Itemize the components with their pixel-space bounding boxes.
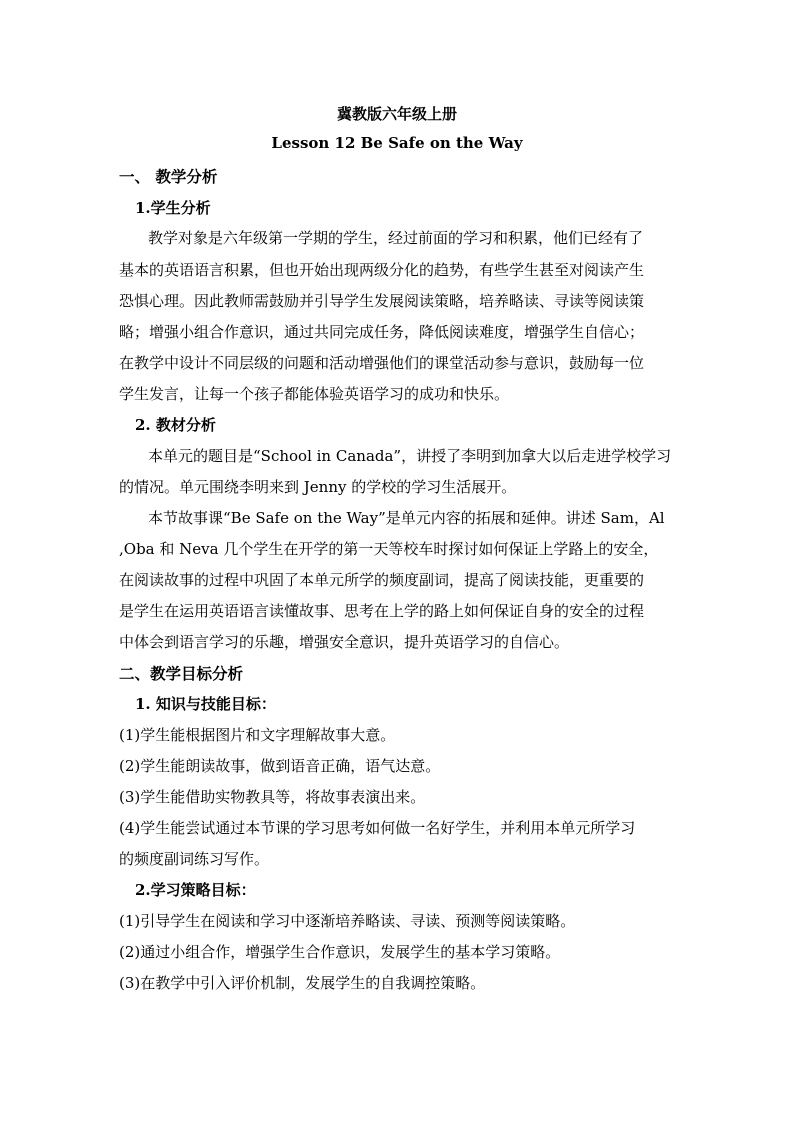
lesson-subtitle: Lesson 12 Be Safe on the Way <box>271 134 523 152</box>
list-item: (2)通过小组合作，增强学生合作意识，发展学生的基本学习策略。 <box>119 943 561 961</box>
paragraph-line: 教学对象是六年级第一学期的学生，经过前面的学习和积累，他们已经有了 <box>148 229 644 247</box>
paragraph-line: 恐惧心理。因此教师需鼓励并引导学生发展阅读策略，培养略读、寻读等阅读策 <box>119 292 645 310</box>
list-item: (1)学生能根据图片和文字理解故事大意。 <box>119 726 396 744</box>
paragraph-line: ,Oba 和 Neva 几个学生在开学的第一天等校车时探讨如何保证上学路上的安全， <box>119 540 659 558</box>
section-heading-objectives: 二、教学目标分析 <box>119 664 244 683</box>
paragraph-line: 是学生在运用英语语言读懂故事、思考在上学的路上如何保证自身的安全的过程 <box>119 602 645 620</box>
list-item: 的频度副词练习写作。 <box>119 850 270 868</box>
list-item: (3)在教学中引入评价机制，发展学生的自我调控策略。 <box>119 974 486 992</box>
subsection-heading-learning-strategy: 2.学习策略目标： <box>135 881 256 899</box>
paragraph-line: 的情况。单元围绕李明来到 Jenny 的学校的学习生活展开。 <box>119 478 517 496</box>
subsection-heading-student-analysis: 1.学生分析 <box>135 199 211 217</box>
subsection-heading-textbook-analysis: 2. 教材分析 <box>135 416 216 434</box>
paragraph-line: 本单元的题目是“School in Canada”，讲授了李明到加拿大以后走进学校学习 <box>148 447 672 465</box>
paragraph-line: 在教学中设计不同层级的问题和活动增强他们的课堂活动参与意识，鼓励每一位 <box>119 354 645 372</box>
list-item: (4)学生能尝试通过本节课的学习思考如何做一名好学生，并利用本单元所学习 <box>119 819 636 837</box>
document-title: 冀教版六年级上册 <box>336 105 457 123</box>
paragraph-line: 基本的英语语言积累，但也开始出现两级分化的趋势，有些学生甚至对阅读产生 <box>119 261 645 279</box>
subsection-heading-knowledge-skills: 1. 知识与技能目标： <box>135 695 276 713</box>
list-item: (1)引导学生在阅读和学习中逐渐培养略读、寻读、预测等阅读策略。 <box>119 912 576 930</box>
paragraph-line: 本节故事课“Be Safe on the Way”是单元内容的拓展和延伸。讲述 Sam，Al <box>148 509 665 527</box>
paragraph-line: 中体会到语言学习的乐趣，增强安全意识，提升英语学习的自信心。 <box>119 633 570 651</box>
paragraph-line: 略；增强小组合作意识，通过共同完成任务，降低阅读难度，增强学生自信心； <box>119 323 645 341</box>
section-heading-teaching-analysis: 一、 教学分析 <box>119 167 218 186</box>
paragraph-line: 学生发言，让每一个孩子都能体验英语学习的成功和快乐。 <box>119 385 510 403</box>
paragraph-line: 在阅读故事的过程中巩固了本单元所学的频度副词，提高了阅读技能，更重要的 <box>119 571 645 589</box>
list-item: (2)学生能朗读故事，做到语音正确，语气达意。 <box>119 757 441 775</box>
list-item: (3)学生能借助实物教具等，将故事表演出来。 <box>119 788 426 806</box>
